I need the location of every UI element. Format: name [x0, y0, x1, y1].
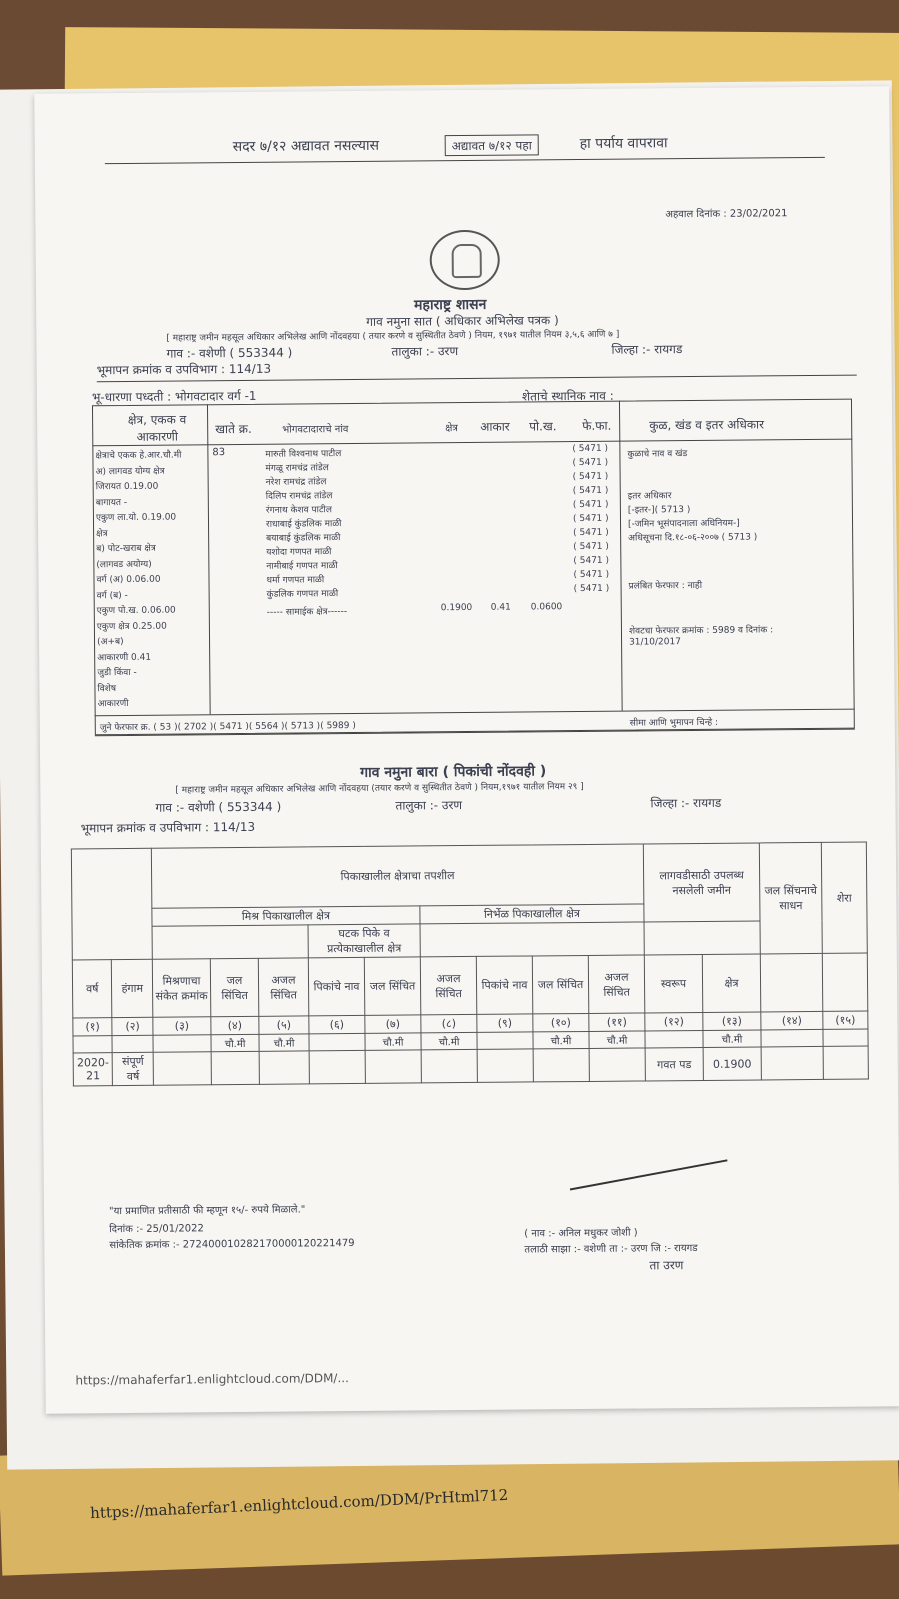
col-header: मिश्रणाचा संकेत क्रमांक: [152, 959, 211, 1018]
unit-cell: [153, 1035, 211, 1053]
form12-taluka: तालुका :- उरण: [395, 798, 463, 813]
form12-survey: भूमापन क्रमांक व उपविभाग : 114/13: [80, 819, 256, 836]
stamp-text: ता उरण: [649, 1258, 684, 1273]
area-row: बागायत -: [95, 497, 128, 508]
total-akar: 0.41: [490, 602, 511, 613]
col-khata-header: खाते क्र.: [215, 421, 252, 437]
unit-cell: [823, 1029, 868, 1046]
rights-entry: [-इतर-]( 5713 ): [627, 505, 691, 516]
owner-ferfar: ( 5471 ): [573, 569, 610, 581]
rights-entry: इतर अधिकार: [627, 491, 672, 502]
fee-text: "या प्रमाणित प्रतीसाठी फी म्हणून १५/- रुपये मिळाले.": [108, 1204, 306, 1218]
tenure-method: भू-धारणा पध्दती : भोगवटादार वर्ग -1: [91, 388, 257, 405]
area-row: वर्ग (अ) 0.06.00: [96, 574, 161, 586]
owner-name: बयाबाई कुंडलिक माळी: [266, 533, 341, 544]
taluka: तालुका :- उरण: [391, 344, 459, 359]
col-header: क्षेत्र: [702, 954, 761, 1013]
old-ferfar: जुने फेरफार क्र. ( 53 )( 2702 )( 5471 )( 5564 )( 5713 )( 5989 ): [99, 720, 356, 734]
col-owner-header: भोगवटादाराचे नांव: [282, 424, 349, 436]
col-number: (४): [211, 1016, 259, 1034]
unit-cell: चौ.मी: [589, 1031, 645, 1048]
owner-name: दिलिप रामचंद्र तांडेल: [265, 491, 333, 502]
area-row: क्षेत्राचे एकक हे.आर.चौ.मी: [95, 450, 182, 462]
unit-cell: [112, 1035, 153, 1052]
area-row: एकुण क्षेत्र 0.25.00: [96, 621, 167, 632]
crop-table: [71, 842, 869, 1087]
owner-ferfar: ( 5471 ): [572, 499, 609, 511]
col-header: हंगाम: [112, 959, 153, 1017]
owner-name: यशोदा गणपत माळी: [266, 547, 332, 558]
form12-title: गाव नमुना बारा ( पिकांची नोंदवही ): [360, 763, 547, 781]
col-number: (७): [365, 1015, 421, 1033]
area-row: क्षेत्र: [96, 528, 108, 539]
area-row: ब) पोट-खराब क्षेत्र: [96, 543, 156, 555]
url-footer: https://mahaferfar1.enlightcloud.com/DDM/PrHtml712: [89, 1485, 509, 1523]
col-number: (१२): [645, 1012, 703, 1031]
col-number: (११): [589, 1013, 645, 1031]
col-header: जल सिंचित: [210, 958, 259, 1016]
area-row: एकुण ला.यो. 0.19.00: [95, 512, 177, 524]
form12-village: गाव :- वशेणी ( 553344 ): [155, 799, 282, 815]
col-header: अजल सिंचित: [588, 955, 645, 1013]
col-number: (५): [259, 1016, 309, 1034]
owner-name: रंगनाथ केशव पाटील: [265, 505, 332, 516]
col-header: वर्ष: [72, 960, 112, 1018]
area-row: एकुण पो.ख. 0.06.00: [96, 605, 176, 617]
owner-name: राधाबाई कुंडलिक माळी: [265, 519, 342, 530]
survey-number: भूमापन क्रमांक व उपविभाग : 114/13: [96, 361, 272, 378]
footer-code: सांकेतिक क्रमांक :- 272400010282170000120221479: [109, 1238, 355, 1252]
government-title: महाराष्ट्र शासन: [414, 296, 487, 314]
owner-name: नामीबाई गणपत माळी: [266, 561, 338, 572]
area-row: (लागवड अयोग्य): [96, 559, 152, 570]
owner-ferfar: ( 5471 ): [572, 471, 609, 483]
col-header: अजल सिंचित: [420, 956, 477, 1014]
pure-header: निर्भेळ पिकाखालील क्षेत्र: [420, 904, 644, 924]
col-ferfar-header: फे.फा.: [582, 418, 612, 433]
col-number: (२): [112, 1017, 153, 1035]
col-number: (१४): [761, 1011, 823, 1030]
col-header: जल सिंचित: [364, 957, 421, 1015]
owner-name: मारुती विश्वनाथ पाटील: [265, 449, 342, 460]
area-row: (अ+ब): [97, 636, 124, 648]
col-number: (१५): [823, 1011, 868, 1029]
notice-prefix: सदर ७/१२ अद्यावत नसल्यास: [232, 137, 380, 156]
form12-district: जिल्हा :- रायगड: [650, 795, 722, 811]
col-number: (३): [153, 1017, 211, 1036]
document-sheet: [34, 86, 899, 1413]
col-rights-header: कुळ, खंड व इतर अधिकार: [649, 417, 765, 433]
district: जिल्हा :- रायगड: [611, 342, 683, 357]
area-row: आकारणी: [97, 698, 129, 710]
col-header: पिकांचे नाव: [476, 956, 533, 1014]
crop-details-header: पिकाखालील क्षेत्राचा तपशील: [151, 844, 644, 908]
unit-cell: चौ.मी: [533, 1031, 589, 1048]
owner-ferfar: ( 5471 ): [572, 443, 609, 455]
row-type: गवत पड: [645, 1047, 703, 1081]
area-row: अ) लागवड योग्य क्षेत्र: [95, 466, 165, 477]
unavailable-header: लागवडीसाठी उपलब्ध नसलेली जमीन: [643, 843, 760, 922]
divider: [105, 157, 825, 164]
footer-date: दिनांक :- 25/01/2022: [109, 1223, 204, 1236]
col-number: (१): [73, 1018, 113, 1036]
owner-name: नरेश रामचंद्र तांडेल: [265, 477, 327, 488]
col-pokh-header: पो.ख.: [529, 419, 557, 434]
row-area: 0.1900: [703, 1047, 761, 1081]
owner-name: मंगळू रामचंद्र तांडेल: [265, 463, 329, 474]
area-row: वर्ग (ब) -: [96, 590, 128, 601]
col-number: (१०): [533, 1013, 589, 1031]
col-area-header: क्षेत्र, एकक व आकारणी: [127, 412, 187, 444]
unit-cell: चौ.मी: [365, 1033, 421, 1050]
local-name: शेताचे स्थानिक नाव :: [521, 388, 614, 404]
owner-ferfar: ( 5471 ): [573, 527, 609, 539]
owner-ferfar: ( 5471 ): [573, 555, 610, 567]
row-season: संपूर्ण वर्ष: [113, 1052, 154, 1085]
col-number: (९): [477, 1014, 533, 1032]
owner-ferfar: ( 5471 ): [572, 457, 609, 469]
rights-entry: [-जमिन भूसंपादनाला अधिनियम-]: [627, 518, 740, 530]
irrigation-header: जल सिंचनाचे साधन: [759, 842, 822, 954]
notice-boxed: अद्यावत ७/१२ पहा: [445, 134, 539, 156]
unit-cell: [761, 1029, 823, 1047]
form12-rule: [ महाराष्ट्र जमीन महसूल अधिकार अभिलेख आणि नोंदवहया (तयार करणे व सुस्थितीत ठेवणे ) नियम,१९७१ यातील नियम २९ ]: [175, 781, 584, 796]
unit-cell: [645, 1030, 703, 1048]
owner-ferfar: ( 5471 ): [572, 513, 609, 525]
village: गाव :- वशेणी ( 553344 ): [166, 345, 293, 361]
col-header: स्वरूप: [644, 954, 703, 1013]
col-header: जल सिंचित: [532, 955, 589, 1013]
unit-cell: चौ.मी: [211, 1034, 259, 1051]
form7-rule: [ महाराष्ट्र जमीन महसूल अधिकार अभिलेख आणि नोंदवहया ( तयार करणे व सुस्थितीत ठेवणे ) नियम, १९७१ यातील नियम ३,५,६ आणि ७ ]: [166, 329, 620, 344]
unit-cell: चौ.मी: [703, 1030, 761, 1048]
signer-name: ( नाव :- अनिल मधुकर जोशी ): [524, 1227, 638, 1240]
rights-entry: 31/10/2017: [629, 637, 681, 648]
owner-ferfar: ( 5471 ): [573, 583, 610, 595]
col-akar-header: आकार: [480, 419, 510, 434]
khata-number: 83: [212, 447, 226, 459]
total-area: 0.1900: [440, 602, 473, 614]
unit-cell: [309, 1033, 365, 1050]
report-date: अहवाल दिनांक : 23/02/2021: [665, 208, 788, 221]
col-number: (८): [421, 1014, 477, 1032]
unit-cell: चौ.मी: [259, 1034, 309, 1051]
col-number: (६): [309, 1015, 365, 1033]
owner-ferfar: ( 5471 ): [573, 541, 609, 553]
owner-name: कुंडलिक गणपत माळी: [266, 589, 339, 600]
row-year: 2020-21: [73, 1053, 113, 1086]
owner-ferfar: ( 5471 ): [572, 485, 609, 497]
government-emblem: [429, 230, 500, 291]
owner-name: धर्मा गणपत माळी: [266, 575, 325, 586]
unit-cell: चौ.मी: [421, 1032, 477, 1049]
form7-title: गाव नमुना सात ( अधिकार अभिलेख पत्रक ): [366, 313, 559, 329]
total-pokh: 0.0600: [530, 602, 563, 613]
area-row: जिरायत 0.19.00: [95, 481, 159, 493]
boundary-label: सीमा आणि भुमापन चिन्हे :: [629, 717, 719, 729]
rights-entry: प्रलंबित फेरफार : नाही: [628, 580, 703, 592]
talathi-text: तलाठी साझा :- वशेणी ता :- उरण जि :- रायगड: [524, 1243, 698, 1256]
notice-suffix: हा पर्याय वापरावा: [579, 135, 668, 152]
rights-entry: शेवटचा फेरफार क्रमांक : 5989 व दिनांक :: [628, 625, 774, 637]
unit-cell: [73, 1036, 113, 1053]
col-kshetra-header: क्षेत्र: [445, 423, 458, 435]
col-header: पिकांचे नाव: [308, 957, 365, 1015]
remark-header: शेरा: [821, 842, 867, 953]
rights-entry: कुळाचे नाव व खंड: [627, 449, 688, 460]
sheet-url: https://mahaferfar1.enlightcloud.com/DDM/...: [75, 1371, 349, 1388]
unit-cell: [477, 1032, 533, 1049]
total-label: ----- सामाईक क्षेत्र------: [266, 607, 348, 618]
area-row: विशेष: [97, 683, 117, 694]
mixed-header: मिश्र पिकाखालील क्षेत्र: [152, 906, 420, 926]
col-header: अजल सिंचित: [258, 958, 309, 1016]
rights-entry: अधिसूचना दि.१८-०६-२००७ ( 5713 ): [628, 532, 758, 544]
components-header: घटक पिके व प्रत्येकाखालील क्षेत्र: [308, 924, 420, 958]
area-row: आकारणी 0.41: [97, 652, 152, 663]
area-row: जुडी किंवा -: [97, 667, 137, 679]
col-number: (१३): [703, 1012, 761, 1031]
